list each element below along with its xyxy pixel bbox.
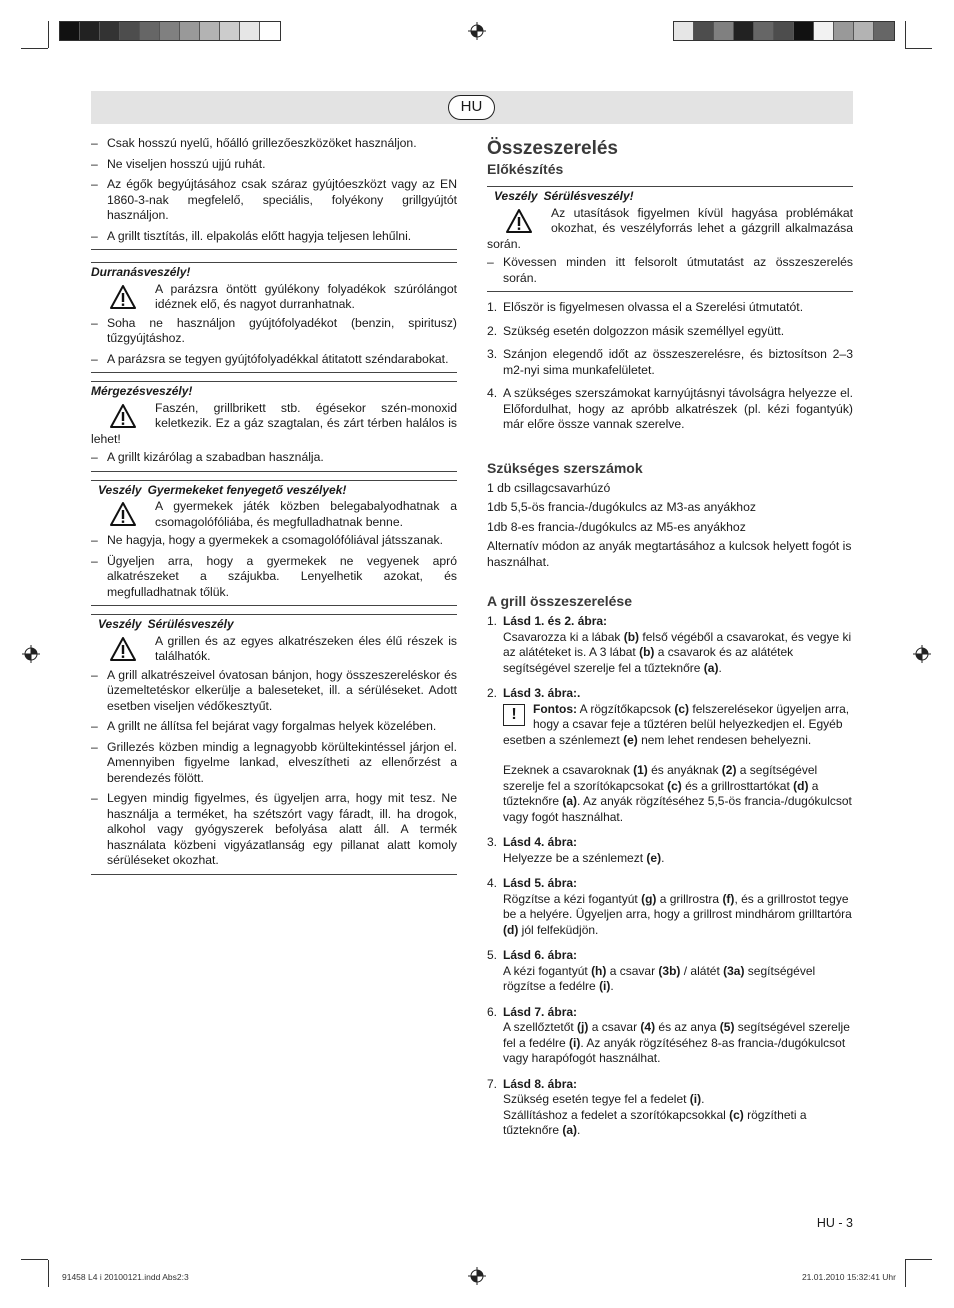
warning-block-poisoning [91, 372, 457, 466]
warning-text-body: A parázsra öntött gyúlékony folyadékok szúrólángot idéznek elő, és nagyot durranhatnak. [155, 281, 457, 311]
registration-mark-icon [913, 645, 931, 663]
warning-text-body: Az utasítások figyelmen kívül hagyása problémákat okozhat, és veszélyforrás lehet a gázgrill alkalmazása során. [487, 205, 853, 251]
section-title: Összeszerelés [487, 138, 618, 159]
warning-text-body: Faszén, grillbrikett stb. égésekor szén-monoxid keletkezik. Ez a gáz szagtalan, és zárt térben halálos is lehet! [91, 400, 457, 446]
assembly-step: 4. Lásd 5. ábra: Rögzítse a kézi fogantyút (g) a grillrostra (f), és a grillrostot tegye be a helyére. Ügyeljen arra, hogy a grillrost mindhárom grilltartóra (d) jól felfeküdjön. [487, 876, 852, 937]
list-item: – Csak hosszú nyelű, hőálló grillezőeszközöket használjon. [91, 136, 457, 152]
divider [487, 291, 853, 292]
warning-text [91, 499, 457, 530]
intro-list [91, 136, 457, 244]
warning-text-body: A gyermekek játék közben belegabalyodhatnak a csomagolófóliába, és megfulladhatnak benne. [155, 499, 457, 529]
tool-item: 1db 8-es francia-/dugókulcs az M5-es anyákhoz [487, 519, 746, 534]
warning-triangle-icon [109, 636, 137, 662]
warning-title: Mérgezésveszély! [91, 384, 193, 398]
warning-triangle-icon [109, 403, 137, 429]
list-item: – A parázsra se tegyen gyújtófolyadékkal átitatott széndarabokat. [91, 352, 457, 368]
list-item: – Ne viseljen hosszú ujjú ruhát. [91, 157, 457, 173]
crop-mark [905, 21, 906, 48]
left-column [91, 136, 457, 875]
list-item: – Kövessen minden itt felsorolt útmutatást az összeszerelés során. [487, 255, 853, 286]
crop-mark [48, 21, 49, 48]
tools-heading: Szükséges szerszámok [487, 459, 643, 476]
footer-filename: 91458 L4 i 20100121.indd Abs2:3 [62, 1272, 189, 1282]
tool-item: 1 db csillagcsavarhúzó [487, 480, 611, 495]
assembly-step: 2. Lásd 3. ábra:. ! Fontos: A rögzítőkapcsok (c) felszerelésekor ügyeljen arra, hogy a csavar feje a tűztéren belül helyezkedjen el. Egyéb esetben a szénlemezt (e) nem lehet rendesen behelyezni. Ezeknek a csavaroknak (1) és anyáknak (2) a segítségével szerelje fel a szorítókapcsokat (c) és a grillrosttartókat (d) a tűzteknőre (a). Az anyák rögzítéséhez 5,5-ös francia-/dugókulcsot vagy fogót használhat. [487, 686, 852, 824]
color-calibration-bar-right [673, 21, 895, 41]
list-item: – A grillt tisztítás, ill. elpakolás előtt hagyja teljesen lehűlni. [91, 229, 457, 245]
list-item: – Legyen mindig figyelmes, és ügyeljen arra, hogy mit tesz. Ne használja a terméket, ha szétszórt vagy fáradt, ill. ha drogok, alkohol vagy gyógyszerek befolyása alatt áll. A termék használata közbeni vigyázatlanság egy pillanat alatt komoly sérüléseket okozhat. [91, 791, 457, 869]
list-item: 2. Szükség esetén dolgozzon másik személlyel együtt. [487, 323, 785, 338]
warning-text [91, 401, 457, 448]
warning-triangle-icon [505, 208, 533, 234]
crop-mark [21, 1259, 48, 1260]
warning-block-assembly [487, 186, 853, 286]
crop-mark [905, 48, 932, 49]
assembly-step: 5. Lásd 6. ábra: A kézi fogantyút (h) a csavar (3b) / alátét (3a) segítségével rögzítse a fedélre (i). [487, 948, 816, 993]
warning-title: Durranásveszély! [91, 265, 191, 279]
crop-mark [48, 1260, 49, 1287]
warning-block-children [91, 471, 457, 601]
divider [91, 874, 457, 875]
list-item: 3. Szánjon elegendő időt az összeszerelésre, és biztosítson 2–3 m2-nyi sima munkafelületet. [487, 347, 853, 377]
assembly-step: 1. Lásd 1. és 2. ábra: Csavarozza ki a lábak (b) felső végéből a csavarokat, és vegye ki az alátéteket is. A 3 lábat (b) a csavarok és az alátétek segítségével szerelje fel a tűzteknőre (a). [487, 614, 852, 675]
list-item: – A grillt ne állítsa fel bejárat vagy forgalmas helyek közelében. [91, 719, 457, 735]
registration-mark-icon [22, 645, 40, 663]
warning-text [487, 206, 853, 253]
registration-mark-icon [468, 22, 486, 40]
list-item: – Az égők begyújtásához csak száraz gyújtóeszközt vagy az EN 1860-3-nak megfelelő, speciális, folyékony grillgyújtót használjon. [91, 177, 457, 224]
warning-title: Veszély Gyermekeket fenyegető veszélyek! [98, 482, 347, 497]
warning-block-explosion [91, 249, 457, 367]
assembly-step: 3. Lásd 4. ábra: Helyezze be a szénlemezt (e). [487, 835, 665, 865]
section-subtitle: Előkészítés [487, 161, 564, 177]
warning-text [91, 634, 457, 665]
preparation-steps [487, 300, 853, 433]
list-item: – Ügyeljen arra, hogy a gyermekek ne vegyenek apró alkatrészeket a szájukba. Lenyelhetik azokat, és megfulladhatnak tőlük. [91, 554, 457, 601]
list-item: 4. A szükséges szerszámokat karnyújtásnyi távolságra helyezze el. Előfordulhat, hogy az apróbb alkatrészek (pl. kézi fogantyúk) már előre össze vannak szerelve. [487, 386, 853, 431]
list-item: – A grill alkatrészeivel óvatosan bánjon, hogy összeszereléskor és üzemeltetéskor elkerülje a baleseteket, ill. a sérüléseket. Adott esetben viseljen védőkesztyűt. [91, 668, 457, 715]
right-column [487, 136, 853, 1149]
page-number: HU - 3 [816, 1216, 853, 1230]
footer-timestamp: 21.01.2010 15:32:41 Uhr [801, 1272, 896, 1282]
list-item: – A grillt kizárólag a szabadban használja. [91, 450, 457, 466]
crop-mark [905, 1260, 906, 1287]
language-badge: HU [448, 95, 495, 120]
important-notice-icon: ! [503, 704, 525, 726]
color-calibration-bar-left [59, 21, 281, 41]
warning-text-body: A grillen és az egyes alkatrészeken éles élű részek is találhatók. [155, 633, 457, 663]
warning-title: Veszély Sérülésveszély! [494, 189, 634, 203]
warning-text [91, 282, 457, 313]
tool-item: Alternatív módon az anyák megtartásához a kulcsok helyett fogót is használhat. [487, 539, 852, 569]
list-item: – Soha ne használjon gyújtófolyadékot (benzin, spiritusz) tűzgyújtáshoz. [91, 316, 457, 347]
warning-triangle-icon [109, 284, 137, 310]
list-item: – Grillezés közben mindig a legnagyobb körültekintéssel járjon el. Amennyiben figyelme lankad, elveszítheti az ellenőrzést a berendezés fölött. [91, 740, 457, 787]
warning-block-injury [91, 605, 457, 869]
list-item: – Ne hagyja, hogy a gyermekek a csomagolófóliával játsszanak. [91, 533, 457, 549]
warning-title: Veszély Sérülésveszély [98, 617, 234, 631]
registration-mark-icon [468, 1267, 486, 1285]
crop-mark [905, 1259, 932, 1260]
assembly-step: 6. Lásd 7. ábra: A szellőztetőt (j) a csavar (4) és az anya (5) segítségével szerelje fel a fedélre (i). Az anyák rögzítéséhez 8-as francia-/dugókulcsot vagy harapófogót használhat. [487, 1004, 850, 1065]
assembly-step: 7. Lásd 8. ábra: Szükség esetén tegye fel a fedelet (i). Szállításhoz a fedelet a szorítókapcsokkal (c) rögzítheti a tűzteknőre (a). [487, 1076, 807, 1137]
crop-mark [21, 48, 48, 49]
tool-item: 1db 5,5-ös francia-/dugókulcs az M3-as anyákhoz [487, 500, 756, 514]
list-item: 1. Először is figyelmesen olvassa el a Szerelési útmutatót. [487, 300, 804, 314]
warning-triangle-icon [109, 501, 137, 527]
assembly-heading: A grill összeszerelése [487, 593, 633, 609]
